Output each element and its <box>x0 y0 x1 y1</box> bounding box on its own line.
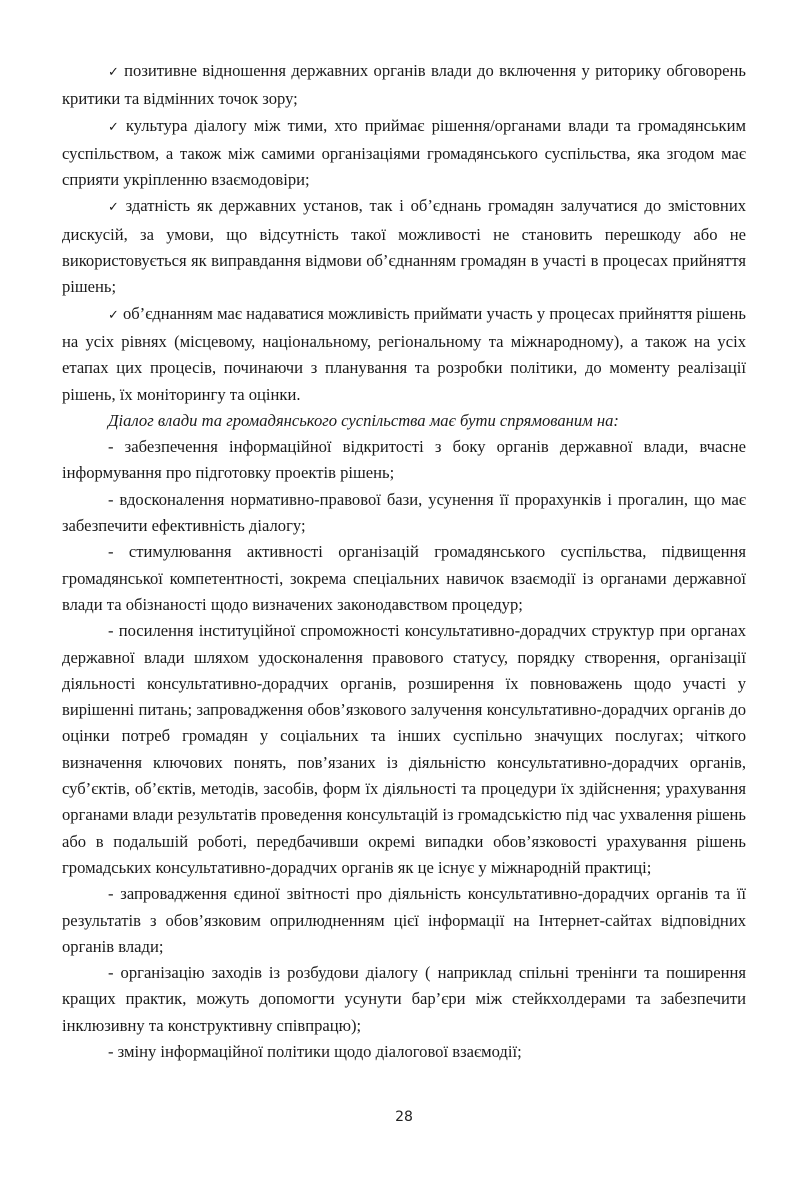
checkmark-icon: ✓ <box>108 65 121 80</box>
page-number: 28 <box>395 1109 413 1125</box>
dash-list-item: - зміну інформаційної політики щодо діалогової взаємодії; <box>108 1041 522 1061</box>
checkmark-icon: ✓ <box>108 119 122 135</box>
section-heading: Діалог влади та громадянського суспільства має бути спрямованим на: <box>108 410 619 430</box>
document-page <box>62 58 746 1065</box>
checklist-item-text: культура діалогу між тими, хто приймає рішення/органами влади та громадянським суспільством, а також між самими організаціями громадянського суспільства, яка згодом має сприяти укріпленню взаємодовіри; <box>62 115 746 190</box>
dash-list-item: - запровадження єдиної звітності про діяльність консультативно-дорадчих органів та її результатів з обов’язковим оприлюдненням цієї інформації на Інтернет-сайтах відповідних органів влади; <box>62 884 746 956</box>
checklist-item <box>62 113 746 194</box>
checklist-item-text: об’єднанням має надаватися можливість приймати участь у процесах прийняття рішень на усіх рівнях (місцевому, національному, регіональному та міжнародному), а також на усіх етапах цих процесів, починаючи з планування та розробки політики, до моменту реалізації рішень, їх моніторингу та оцінки. <box>62 303 746 404</box>
checklist-item-text: позитивне відношення державних органів влади до включення у риторику обговорень критики та відмінних точок зору; <box>62 61 746 109</box>
checkmark-icon: ✓ <box>108 307 119 323</box>
checklist-item <box>62 193 746 300</box>
dash-list-item: - вдосконалення нормативно-правової бази, усунення її прорахунків і прогалин, що має забезпечити ефективність діалогу; <box>62 489 746 536</box>
checkmark-icon: ✓ <box>108 200 122 216</box>
dash-list-item: - забезпечення інформаційної відкритості з боку органів державної влади, вчасне інформування про підготовку проектів рішень; <box>62 437 746 483</box>
checklist-item-text: здатність як державних установ, так і об’єднань громадян залучатися до змістовних дискусій, за умови, що відсутність такої можливості не становить перешкоду або не використовується як виправдання відмови об’єднанням громадян в участі в процесах прийняття рішень; <box>62 196 746 297</box>
dash-list-item: - посилення інституційної спроможності консультативно-дорадчих структур при органах державної влади шляхом удосконалення правового статусу, порядку створення, організації діяльності консультативно-дорадчих органів, розширення їх повноважень щодо участі у вирішенні питань; запровадження обов’язкового залучення консультативно-дорадчих органів до оцінки потреб громадян у соціальних та інших суспільно значущих послугах; чіткого визначення ключових понять, пов’язаних із діяльністю консультативно-дорадчих органів, суб’єктів, об’єктів, методів, засобів, форм їх діяльності та процедури їх здійснення; урахування органами влади результатів проведення консультацій із громадськістю під час ухвалення рішень або в подальшій роботі, передбачивши окремі випадки обов’язковості урахування рішень громадських консультативно-дорадчих органів як це існує у міжнародній практиці; <box>62 621 746 877</box>
dash-list-item: - організацію заходів із розбудови діалогу ( наприклад спільні тренінги та поширення кращих практик, можуть допомогти усунути бар’єри між стейкхолдерами та забезпечити інклюзивну та конструктивну співпрацю); <box>62 963 746 1035</box>
checklist-item <box>62 58 746 113</box>
checklist-item <box>62 301 746 408</box>
dash-list-item: - стимулювання активності організацій громадянського суспільства, підвищення громадянської компетентності, зокрема спеціальних навичок взаємодії із органами державної влади та обізнаності щодо визначених законодавством процедур; <box>62 542 746 614</box>
